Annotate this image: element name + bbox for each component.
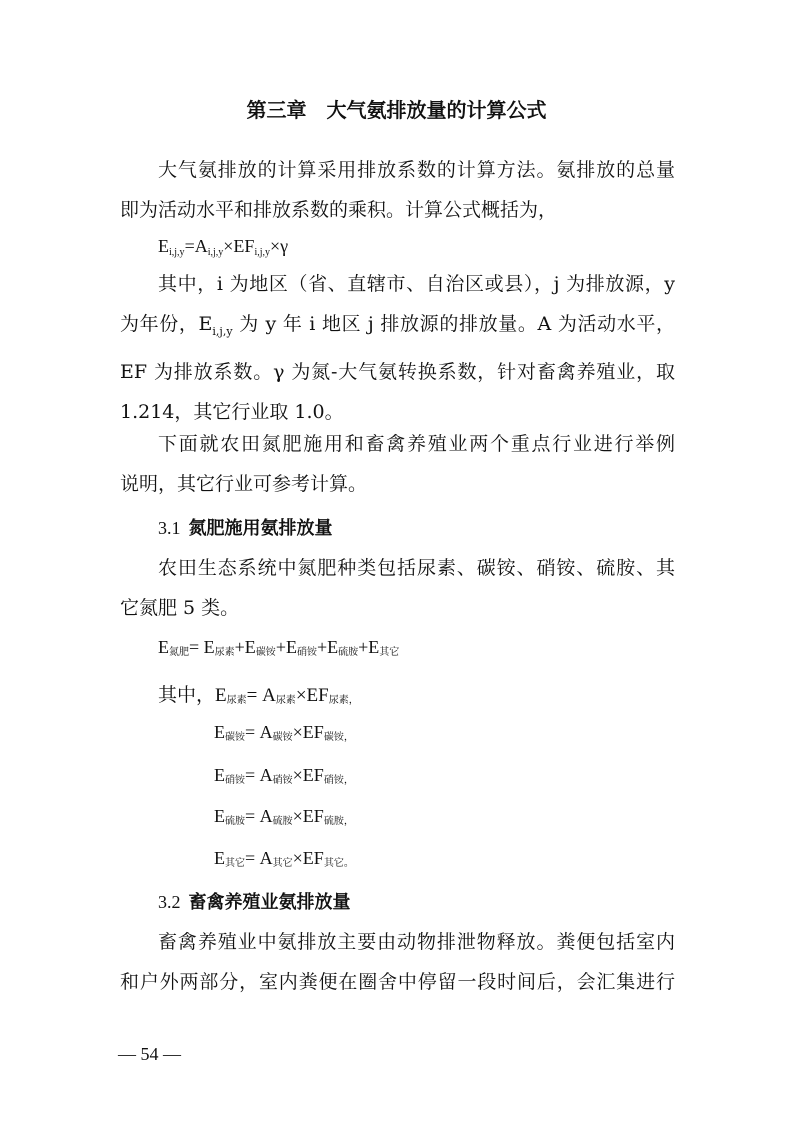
formula-e: E bbox=[158, 236, 169, 256]
para4 bbox=[120, 922, 675, 1002]
intro-line-1: 大气氨排放的计算采用排放系数的计算方法。氨排放的总量 bbox=[158, 159, 675, 181]
sub1-s2: 尿素 bbox=[275, 695, 296, 706]
formula-eq-a: =A bbox=[184, 236, 208, 256]
section-3-2-heading bbox=[158, 888, 351, 914]
explain-line-3: EF 为排放系数。γ 为氮-大气氨转换系数，针对畜禽养殖业，取 bbox=[120, 360, 675, 383]
explain-line-2-sub: i,j,y bbox=[212, 324, 233, 338]
section-3-2-number: 3.2 bbox=[158, 892, 181, 912]
intro-line-2: 即为活动水平和排放系数的乘积。计算公式概括为， bbox=[120, 199, 558, 221]
explain-paragraph bbox=[120, 264, 675, 432]
fert-sub-4: 硫胺 bbox=[338, 647, 359, 658]
sub4-s2: 硫胺 bbox=[272, 816, 293, 827]
fert-plus-3: +E bbox=[316, 637, 339, 657]
sub2-s2: 碳铵 bbox=[272, 732, 293, 743]
fert-sub-2: 碳铵 bbox=[255, 647, 276, 658]
fert-eq: = E bbox=[189, 637, 215, 657]
sub5-end: 。 bbox=[343, 858, 354, 869]
formula-e-sub: i,j,y bbox=[169, 247, 185, 258]
sub5-e: E bbox=[214, 848, 225, 868]
sub1-e: E bbox=[215, 685, 227, 706]
sub-formula-2 bbox=[214, 722, 354, 743]
para3-line-1: 农田生态系统中氮肥种类包括尿素、碳铵、硝铵、硫胺、其 bbox=[158, 557, 675, 579]
fertilizer-formula bbox=[158, 637, 399, 658]
fert-sub-5: 其它 bbox=[379, 647, 400, 658]
sub-formula-3 bbox=[214, 765, 354, 786]
sub5-s3: 其它 bbox=[323, 858, 344, 869]
explain-line-1: 其中，i 为地区（省、直辖市、自治区或县），j 为排放源，y bbox=[158, 273, 675, 295]
page-number: — 54 — bbox=[118, 1044, 181, 1064]
sub4-eq: = A bbox=[245, 806, 273, 826]
sub2-e: E bbox=[214, 722, 225, 742]
fert-total-sub: 氮肥 bbox=[169, 647, 189, 658]
sub2-s1: 碳铵 bbox=[225, 732, 245, 743]
chapter-title: 第三章 大气氨排放量的计算公式 bbox=[246, 98, 547, 122]
explain-line-2 bbox=[120, 304, 675, 352]
sub3-s1: 硝铵 bbox=[225, 775, 245, 786]
para2 bbox=[120, 424, 675, 504]
sub2-end: ， bbox=[343, 732, 354, 743]
sub3-mid: ×EF bbox=[292, 765, 324, 785]
para3 bbox=[120, 548, 675, 628]
para2-line-2: 说明，其它行业可参考计算。 bbox=[120, 473, 368, 495]
sub1-s1: 尿素 bbox=[226, 695, 247, 706]
sub3-s3: 硝铵 bbox=[323, 775, 344, 786]
sub1-eq: = A bbox=[246, 685, 276, 706]
sub5-mid: ×EF bbox=[292, 848, 324, 868]
fert-sub-3: 硝铵 bbox=[296, 647, 317, 658]
sub1-mid: ×EF bbox=[295, 685, 329, 706]
fert-plus-1: +E bbox=[234, 637, 256, 657]
sub5-s2: 其它 bbox=[272, 858, 293, 869]
sub3-eq: = A bbox=[245, 765, 273, 785]
sub-formula-5 bbox=[214, 848, 354, 869]
section-3-1-heading bbox=[158, 514, 333, 540]
sub1-s3: 尿素 bbox=[328, 695, 349, 706]
main-formula bbox=[158, 236, 288, 258]
intro-paragraph bbox=[120, 150, 675, 230]
section-3-2-title: 畜禽养殖业氨排放量 bbox=[188, 892, 351, 913]
sub4-s1: 硫胺 bbox=[225, 816, 245, 827]
formula-a-sub: i,j,y bbox=[207, 247, 224, 258]
formula-ef-sub: i,j,y bbox=[254, 247, 271, 258]
para3-line-2: 它氮肥 5 类。 bbox=[120, 597, 240, 619]
sub1-end: ， bbox=[348, 695, 359, 706]
sub2-s3: 碳铵 bbox=[323, 732, 344, 743]
explain-line-2b: 为 y 年 i 地区 j 排放源的排放量。A 为活动水平， bbox=[232, 313, 675, 335]
formula-gamma: ×γ bbox=[270, 236, 289, 256]
sub4-end: ， bbox=[343, 816, 354, 827]
fert-sub-1: 尿素 bbox=[214, 647, 235, 658]
sub3-s2: 硝铵 bbox=[272, 775, 293, 786]
section-3-1-title: 氮肥施用氨排放量 bbox=[188, 518, 333, 539]
sub3-end: ， bbox=[343, 775, 354, 786]
sub-formula-1 bbox=[158, 680, 359, 707]
sub3-e: E bbox=[214, 765, 225, 785]
sub4-s3: 硫胺 bbox=[323, 816, 344, 827]
sub5-s1: 其它 bbox=[225, 858, 245, 869]
fert-plus-4: +E bbox=[358, 637, 380, 657]
sub4-mid: ×EF bbox=[292, 806, 324, 826]
formula-ef: ×EF bbox=[223, 236, 255, 256]
explain-line-2a: 为年份，E bbox=[120, 313, 213, 335]
sub2-eq: = A bbox=[245, 722, 273, 742]
sub-formula-4 bbox=[214, 806, 354, 827]
fert-e: E bbox=[158, 637, 169, 657]
sub2-mid: ×EF bbox=[292, 722, 324, 742]
para4-line-2: 和户外两部分，室内粪便在圈舍中停留一段时间后，会汇集进行 bbox=[120, 971, 675, 993]
explain-line-4: 1.214，其它行业取 1.0。 bbox=[120, 400, 344, 423]
section-3-1-number: 3.1 bbox=[158, 518, 181, 538]
para4-line-1: 畜禽养殖业中氨排放主要由动物排泄物释放。粪便包括室内 bbox=[158, 931, 675, 953]
sub4-e: E bbox=[214, 806, 225, 826]
para2-line-1: 下面就农田氮肥施用和畜禽养殖业两个重点行业进行举例 bbox=[158, 433, 675, 455]
sub-formulas-lead: 其中， bbox=[158, 684, 216, 706]
sub5-eq: = A bbox=[245, 848, 273, 868]
fert-plus-2: +E bbox=[275, 637, 297, 657]
